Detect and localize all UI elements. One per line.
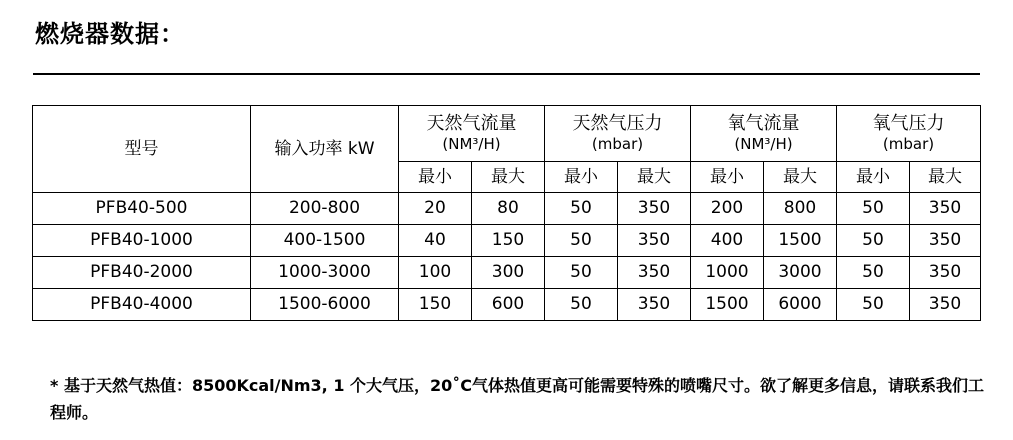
table-row <box>33 289 981 321</box>
cell-oxygen-pressure-max: 350 <box>910 257 981 289</box>
cell-gas-flow-max: 300 <box>472 257 545 289</box>
table-row <box>33 257 981 289</box>
cell-oxygen-flow-max: 3000 <box>764 257 837 289</box>
cell-oxygen-pressure-min: 50 <box>837 193 910 225</box>
cell-model: PFB40-4000 <box>33 289 251 321</box>
cell-oxygen-pressure-min: 50 <box>837 289 910 321</box>
cell-power: 200-800 <box>251 193 399 225</box>
table-row <box>33 193 981 225</box>
subheader-min: 最小 <box>545 162 618 193</box>
header-oxygen-flow-unit: (NM³/H) <box>734 135 793 154</box>
subheader-min: 最小 <box>837 162 910 193</box>
cell-gas-pressure-max: 350 <box>618 257 691 289</box>
header-power: 输入功率 kW <box>251 106 399 193</box>
cell-power: 1500-6000 <box>251 289 399 321</box>
cell-gas-flow-min: 40 <box>399 225 472 257</box>
subheader-min: 最小 <box>399 162 472 193</box>
header-oxygen-pressure-label: 氧气压力 <box>872 113 945 135</box>
cell-gas-pressure-min: 50 <box>545 193 618 225</box>
cell-oxygen-flow-min: 1500 <box>691 289 764 321</box>
header-gas-flow-unit: (NM³/H) <box>442 135 501 154</box>
cell-oxygen-flow-min: 400 <box>691 225 764 257</box>
header-row <box>33 106 981 162</box>
header-oxygen-flow-label: 氧气流量 <box>727 113 800 135</box>
header-gas-flow <box>399 106 545 162</box>
cell-gas-pressure-min: 50 <box>545 289 618 321</box>
footnote: * 基于天然气热值：8500Kcal/Nm3, 1 个大气压，20˚C气体热值更高可能需要特殊的喷嘴尺寸。欲了解更多信息，请联系我们工程师。 <box>50 376 985 422</box>
cell-model: PFB40-500 <box>33 193 251 225</box>
cell-gas-pressure-min: 50 <box>545 225 618 257</box>
cell-oxygen-flow-min: 200 <box>691 193 764 225</box>
subheader-max: 最大 <box>618 162 691 193</box>
header-gas-pressure-unit: (mbar) <box>591 135 644 154</box>
table-row <box>33 225 981 257</box>
subheader-max: 最大 <box>764 162 837 193</box>
header-oxygen-pressure-unit: (mbar) <box>882 135 935 154</box>
cell-oxygen-pressure-max: 350 <box>910 289 981 321</box>
header-gas-pressure-label: 天然气压力 <box>572 113 663 135</box>
subheader-min: 最小 <box>691 162 764 193</box>
cell-power: 400-1500 <box>251 225 399 257</box>
cell-gas-flow-min: 100 <box>399 257 472 289</box>
cell-gas-flow-min: 20 <box>399 193 472 225</box>
cell-oxygen-pressure-min: 50 <box>837 257 910 289</box>
burner-data-table <box>32 105 981 321</box>
header-model: 型号 <box>33 106 251 193</box>
cell-oxygen-pressure-min: 50 <box>837 225 910 257</box>
cell-gas-flow-max: 150 <box>472 225 545 257</box>
divider <box>33 73 980 75</box>
cell-oxygen-pressure-max: 350 <box>910 225 981 257</box>
cell-oxygen-pressure-max: 350 <box>910 193 981 225</box>
cell-model: PFB40-1000 <box>33 225 251 257</box>
cell-gas-pressure-max: 350 <box>618 225 691 257</box>
cell-gas-pressure-max: 350 <box>618 193 691 225</box>
header-oxygen-pressure <box>837 106 981 162</box>
cell-gas-flow-max: 600 <box>472 289 545 321</box>
header-gas-flow-label: 天然气流量 <box>426 113 517 135</box>
cell-oxygen-flow-max: 6000 <box>764 289 837 321</box>
cell-gas-flow-max: 80 <box>472 193 545 225</box>
cell-oxygen-flow-min: 1000 <box>691 257 764 289</box>
subheader-max: 最大 <box>910 162 981 193</box>
cell-oxygen-flow-max: 1500 <box>764 225 837 257</box>
cell-oxygen-flow-max: 800 <box>764 193 837 225</box>
cell-gas-pressure-min: 50 <box>545 257 618 289</box>
cell-gas-flow-min: 150 <box>399 289 472 321</box>
subheader-max: 最大 <box>472 162 545 193</box>
cell-power: 1000-3000 <box>251 257 399 289</box>
header-oxygen-flow <box>691 106 837 162</box>
page-title: 燃烧器数据： <box>35 20 185 48</box>
cell-gas-pressure-max: 350 <box>618 289 691 321</box>
header-gas-pressure <box>545 106 691 162</box>
cell-model: PFB40-2000 <box>33 257 251 289</box>
